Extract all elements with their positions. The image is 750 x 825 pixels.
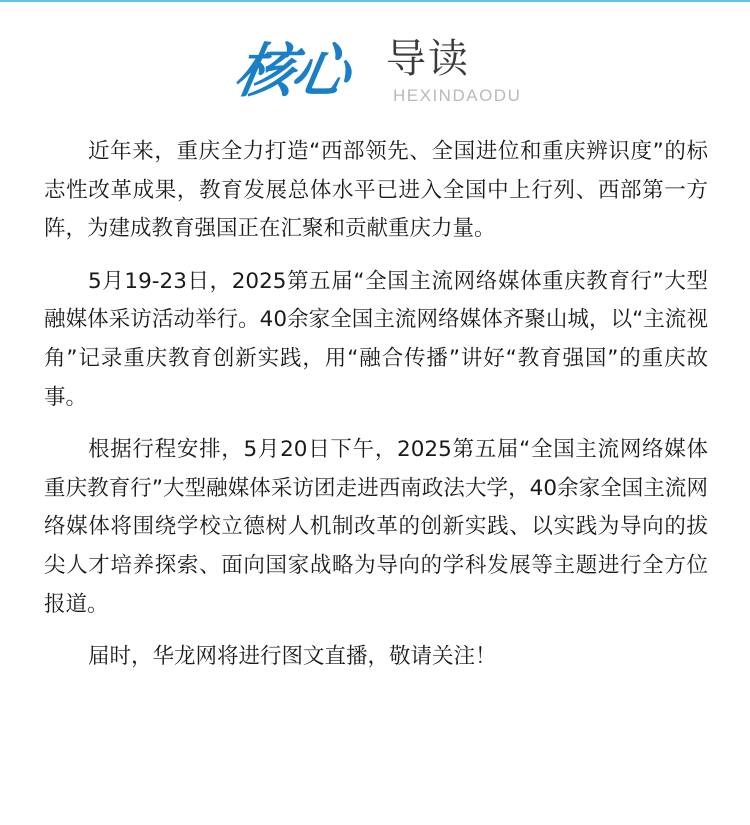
section-title: 导读	[386, 36, 470, 82]
section-subtitle: HEXINDAODU	[393, 86, 522, 105]
paragraph-2: 5月19-23日，2025第五届“全国主流网络媒体重庆教育行”大型融媒体采访活动举行。40余家全国主流网络媒体齐聚山城，以“主流视角”记录重庆教育创新实践，用“融合传播”讲好“教育强国”的重庆故事。	[44, 268, 708, 410]
paragraph-4: 届时，华龙网将进行图文直播，敬请关注！	[88, 644, 497, 670]
top-divider	[0, 0, 750, 2]
paragraph-1: 近年来，重庆全力打造“西部领先、全国进位和重庆辨识度”的标志性改革成果，教育发展总体水平已进入全国中上行列、西部第一方阵，为建成教育强国正在汇聚和贡献重庆力量。	[44, 139, 708, 242]
calligraphy-title: 核心	[230, 37, 355, 105]
article-body	[44, 133, 708, 691]
paragraph-3: 根据行程安排，5月20日下午，2025第五届“全国主流网络媒体重庆教育行”大型融媒体采访团走进西南政法大学，40余家全国主流网络媒体将围绕学校立德树人机制改革的创新实践、以实践为导向的拔尖人才培养探索、面向国家战略为导向的学科发展等主题进行全方位报道。	[44, 437, 708, 617]
section-header	[0, 30, 750, 120]
